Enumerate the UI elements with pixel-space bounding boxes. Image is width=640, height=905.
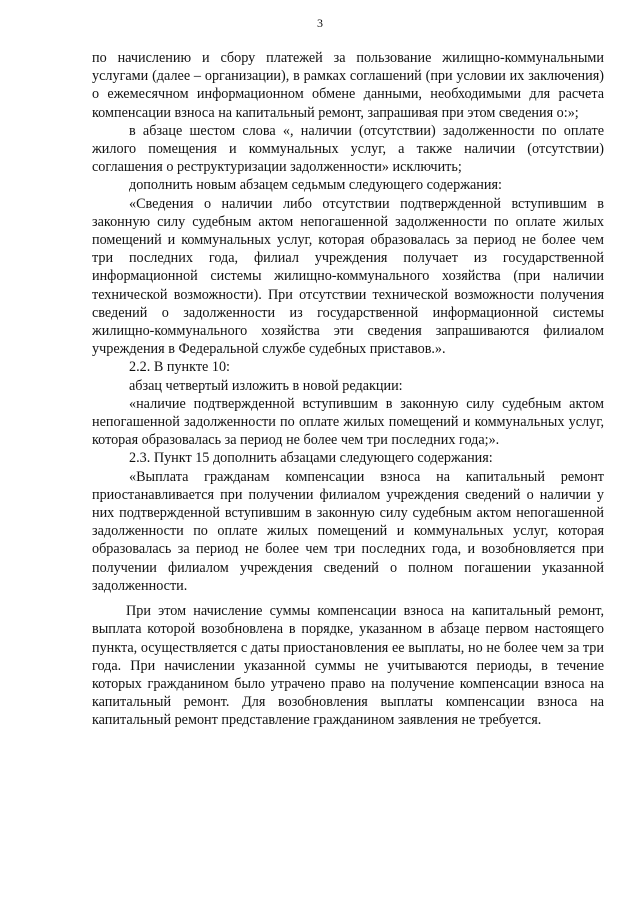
- paragraph-1: по начислению и сбору платежей за пользование жилищно-коммунальными услугами (далее – организации), в рамках соглашений (при условии их заключения) о ежемесячном информационном обмене данными, необходимыми для расчета компенсации взноса на капитальный ремонт, запрашивая при этом сведения о:»;: [92, 50, 604, 121]
- page-number: 3: [317, 16, 323, 30]
- paragraph-8: 2.3. Пункт 15 дополнить абзацами следующего содержания:: [129, 450, 493, 467]
- paragraph-9: «Выплата гражданам компенсации взноса на капитальный ремонт приостанавливается при получении филиалом учреждения сведений о наличии у них подтвержденной вступившим в законную силу судебным актом непогашенной задолженности по оплате жилых помещений и коммунальных услуг, которая образовалась за период не более чем три последних года, и возобновляется при получении филиалом учреждения сведений о полном погашении указанной задолженности.: [92, 468, 604, 594]
- paragraph-6: абзац четвертый изложить в новой редакции:: [129, 377, 403, 394]
- paragraph-10: При этом начисление суммы компенсации взноса на капитальный ремонт, выплата которой возобновлена в порядке, указанном в абзаце первом настоящего пункта, осуществляется с даты приостановления ее выплаты, но не более чем за три года. При начислении указанной суммы не учитываются периоды, в течение которых гражданином было утрачено право на получение компенсации взноса на капитальный ремонт. Для возобновления выплаты компенсации взноса на капитальный ремонт представление гражданином заявления не требуется.: [92, 603, 604, 729]
- paragraph-7: «наличие подтвержденной вступившим в законную силу судебным актом непогашенной задолженности по оплате жилых помещений и коммунальных услуг, которая образовалась за период не более чем три последних года;».: [92, 395, 604, 449]
- paragraph-4: «Сведения о наличии либо отсутствии подтвержденной вступившим в законную силу судебным актом непогашенной задолженности по оплате жилых помещений и коммунальных услуг, которая образовалась за период не более чем три последних года, филиал учреждения получает из государственной информационной системы жилищно-коммунального хозяйства (при наличии технической возможности). При отсутствии технической возможности получения сведений о задолженности из государственной информационной системы жилищно-коммунального хозяйства эти сведения запрашиваются филиалом учреждения в Федеральной службе судебных приставов.».: [92, 195, 604, 358]
- paragraph-5: 2.2. В пункте 10:: [129, 359, 230, 376]
- paragraph-2: в абзаце шестом слова «, наличии (отсутствии) задолженности по оплате жилого помещения и коммунальных услуг, а также наличии (отсутствии) соглашения о реструктуризации задолженности» исключить;: [92, 122, 604, 176]
- paragraph-3: дополнить новым абзацем седьмым следующего содержания:: [129, 177, 502, 194]
- document-body: [92, 49, 604, 730]
